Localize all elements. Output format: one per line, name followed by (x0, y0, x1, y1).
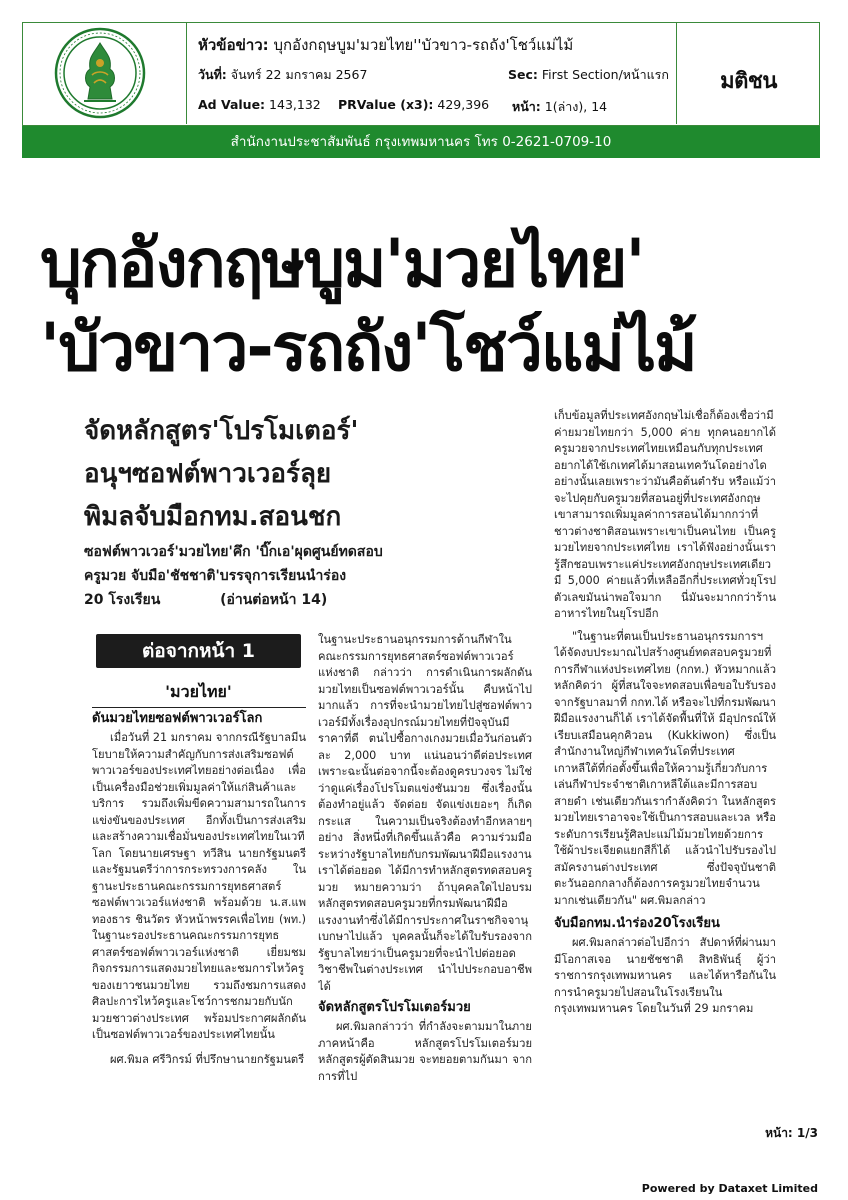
continue-reference: (อ่านต่อหน้า 14) (220, 592, 328, 608)
office-bar: สำนักงานประชาสัมพันธ์ กรุงเทพมหานคร โทร 0-2621-0709-10 (22, 126, 820, 158)
subhead-line-1: จัดหลักสูตร'โปรโมเตอร์' (84, 416, 359, 446)
clip-metadata (198, 23, 676, 124)
pr-value-label: PRValue (x3): (338, 97, 434, 112)
date-label: วันที่: (198, 67, 227, 82)
column-heading: ดันมวยไทยซอฟต์พาวเวอร์โลก (92, 711, 263, 726)
dek-line-1: ซอฟต์พาวเวอร์'มวยไทย'คึก 'บิ๊กเอ'ผุดศูนย์ทดสอบ (84, 544, 383, 560)
pr-value: 429,396 (437, 97, 490, 112)
page-value: 1(ล่าง), 14 (544, 99, 608, 114)
headline-line-1: บุกอังกฤษบูม'มวยไทย' (40, 225, 644, 302)
headline (40, 222, 820, 390)
dek-line-3: 20 โรงเรียน (84, 592, 161, 608)
paragraph: ผศ.พิมลกล่าวว่า ที่กำลังจะตามมาในภายภาคหน้าคือ หลักสูตรโปรโมเตอร์มวย หลักสูตรผู้ตัดสินมวย จะทยอยตามกันมา จากการที่ไป (318, 1020, 532, 1083)
paragraph: ผศ.พิมล ศรีวิกรม์ ที่ปรึกษานายกรัฐมนตรี (110, 1052, 305, 1066)
ad-value-label: Ad Value: (198, 97, 266, 112)
subhead-line-2: อนุฯซอฟต์พาวเวอร์ลุย (84, 459, 332, 489)
publication-cell (676, 23, 820, 124)
seal-cell (23, 23, 187, 124)
dek-line-2: ครูมวย จับมือ'ชัชชาติ'บรรจุการเรียนนำร่อง (84, 568, 347, 584)
dek (84, 540, 534, 612)
news-label: หัวข้อข่าว: (198, 36, 269, 54)
publication-logo: มติชน (720, 69, 777, 94)
paragraph: ในฐานะประธานอนุกรรมการด้านกีฬาในคณะกรรมการยุทธศาสตร์ซอฟต์พาวเวอร์แห่งชาติ กล่าวว่า การดำเนินการผลักดันมวยไทยเป็นซอฟต์พาวเวอร์นั้น คืบหน้าไปมากแล้ว การที่จะนำมวยไทยไปสู่ซอฟต์พาวเวอร์มีทั้งเรื่องอุปกรณ์มวยไทยที่ปัจจุบันมีราคาที่ดี ตนไปซื้อกางเกงมวยเมื่อวันก่อนตัวละ 2,000 บาท แน่นอนว่าดีต่อประเทศ เพราะฉะนั้นต่อจากนี้จะต้องดูครบวงจร ไม่ใช่ว่าดูแค่เรื่องโปรโมตแข่งชันมวย ซึ่งเรื่องนั้นต้องทำอยู่แล้ว จัดต่อย จัดแข่งเยอะๆ ก็เกิดกระแส ในความเป็นจริงต้องทำอีกหลายๆ อย่าง สิ่งหนึ่งที่เกิดขึ้นแล้วคือ ความร่วมมือระหว่างรัฐบาลไทยกับกรมพัฒนาฝีมือแรงงาน เราได้ต่อยอด ได้มีการทำหลักสูตรทดสอบครูมวย หมายความว่า ถ้าบุคคลใดไปอบรมหลักสูตรทดสอบครูมวยที่กรมพัฒนาฝีมือแรงงานทำซึ่งได้มีการประกาศในราชกิจจานุเบกษาไปแล้ว บุคคลนั้นก็จะได้ใบรับรองจากรัฐบาลไทยว่าเป็นครูมวยที่จะนำไปต่อยอดวิชาชีพในต่างประเทศ นำไปประกอบอาชีพได้ (318, 633, 532, 993)
article-column-2 (318, 632, 532, 1122)
continued-from-page-box: ต่อจากหน้า 1 (96, 634, 301, 668)
paragraph: เก็บข้อมูลที่ประเทศอังกฤษไม่เชื่อก็ต้องเชื่อว่ามีค่ายมวยไทยกว่า 5,000 ค่าย ทุกคนอยากได้ครูมวยจากประเทศไทยเหมือนกับทุกประเทศอยากได้ใช้เกเทศได้มาสอนเทควันโดอย่างไดอย่างนั้นเลยเพราะว่ามันคือต้นตำรับ หรือแม้ว่าจะไปคุยกับครูมวยที่สอนอยู่ที่ประเทศอังกฤษเขาสามารถเพิ่มมูลค่าการสอนได้มากกว่าที่ชาวต่างชาติสอนเพราะเขาเป็นคนไทย เป็นครูมวยไทยจากประเทศไทย เราได้ฟังอย่างนั้นเรารู้สึกชอบเพราะแค่ประเทศอังกฤษประเทศเดียวมี 5,000 ค่ายแล้วที่เหลืออีกกี่ประเทศทั่วยุโรป ตัวเลขมันน่าพอใจมาก นี่มันจะมากกว่าร้านอาหารไทยในยุโรปอีก (554, 409, 776, 620)
article-column-1 (92, 708, 306, 1123)
news-title: บุกอังกฤษบูม'มวยไทย''บัวขาว-รถถัง'โชว์แม่ไม้ (273, 36, 574, 54)
subheadline (84, 410, 524, 539)
column-heading: จับมือกทม.นำร่อง20โรงเรียน (554, 916, 720, 931)
headline-line-2: 'บัวขาว-รถถัง'โชว์แม่ไม้ (40, 309, 696, 386)
paragraph: เมื่อวันที่ 21 มกราคม จากกรณีรัฐบาลมีนโยบายให้ความสำคัญกับการส่งเสริมซอฟต์พาวเวอร์ของประเทศไทยอย่างต่อเนื่อง เพื่อเป็นเครื่องมือช่วยเพิ่มมูลค่าให้แก่สินค้าและบริการ รวมถึงเพิ่มขีดความสามารถในการแข่งขันของประเทศ อีกทั้งเป็นการส่งเสริมและสร้างความเชื่อมั่นของประเทศไทยในเวทีโลก โดยนายเศรษฐา ทวีสิน นายกรัฐมนตรีและรัฐมนตรีว่าการกระทรวงการคลัง ในฐานะประธานคณะกรรมการยุทธศาสตร์ซอฟต์พาวเวอร์แห่งชาติ พร้อมด้วย น.ส.แพทองธาร ชินวัตร หัวหน้าพรรคเพื่อไทย (พท.) ในฐานะรองประธานคณะกรรมการยุทธศาสตร์ซอฟต์พาวเวอร์แห่งชาติ เยี่ยมชมกิจกรรมการแสดงมวยไทยและชมการไหว้ครูของเยาวชนมวยไทย รวมถึงชมการแสดงศิลปะการไหว้ครูและโชว์การชกมวยกับนักมวยชาวต่างประเทศ พร้อมประกาศผลักดันเป็นซอฟต์พาวเวอร์ของประเทศไทยนั้น (92, 731, 306, 1041)
subhead-line-3: พิมลจับมือกทม.สอนชก (84, 502, 342, 532)
page-indicator: หน้า: 1/3 (765, 1126, 818, 1140)
date-value: จันทร์ 22 มกราคม 2567 (230, 67, 368, 82)
powered-by: Powered by Dataxet Limited (641, 1182, 818, 1195)
section-value: First Section/หน้าแรก (541, 67, 669, 82)
clipping-header (22, 22, 820, 126)
continued-kicker: 'มวยไทย' (165, 682, 232, 701)
article-column-3 (554, 408, 776, 1123)
section-label: Sec: (508, 67, 538, 82)
paragraph: ผศ.พิมลกล่าวต่อไปอีกว่า สัปดาห์ที่ผ่านมามีโอกาสเจอ นายชัชชาติ สิทธิพันธุ์ ผู้ว่าราชการกรุงเทพมหานคร และได้หารือกันในการนำครูมวยไปสอนในโรงเรียนในกรุงเทพมหานคร โดยในวันที่ 29 มกราคม (554, 936, 776, 1015)
ad-value: 143,132 (269, 97, 321, 112)
page-label: หน้า: (512, 99, 541, 114)
paragraph: "ในฐานะที่ตนเป็นประธานอนุกรรมการฯ ได้จัดงบประมาณไปสร้างศูนย์ทดสอบครูมวยที่การกีฬาแห่งประเทศไทย (กกท.) หัวหมากแล้ว หลักคิดว่า ผู้ที่สนใจจะทดสอบเพื่อขอใบรับรองจากรัฐบาลมาที่ กกท.ได้ หรือจะไปที่กรมพัฒนาฝีมือแรงงานก็ได้ เราได้จัดพื้นที่ให้ มีอุปกรณ์ให้เรียบเสมือนคุกคิวอน (Kukkiwon) ซึ่งเป็นสำนักงานใหญ่กีฬาเทควันโดที่ประเทศเกาหลีใต้ที่ก่อตั้งขึ้นเพื่อให้ความรู้เกี่ยวกับการเล่นกีฬาประจำชาติเกาหลีใต้และมีการสอบสายดำ เช่นเดียวกันเรากำลังคิดว่า ในหลักสูตรมวยไทยเราอาจจะใช้เป็นการสอบและเวล หรือระดับการเรียนรู้ศิลปะแม่ไม้มวยไทยด้วยการใช้ผ้าประเจียดแยกสีก็ได้ แล้วนำไปรับรองไปสมัครงานต่างประเทศ ซึ่งปัจจุบันชาติตะวันออกกลางก็ต้องการครูมวยไทยจำนวนมากเช่นเดียวกัน" ผศ.พิมลกล่าว (554, 629, 776, 907)
bangkok-city-seal-icon (54, 27, 146, 119)
column-heading: จัดหลักสูตรโปรโมเตอร์มวย (318, 1000, 471, 1015)
